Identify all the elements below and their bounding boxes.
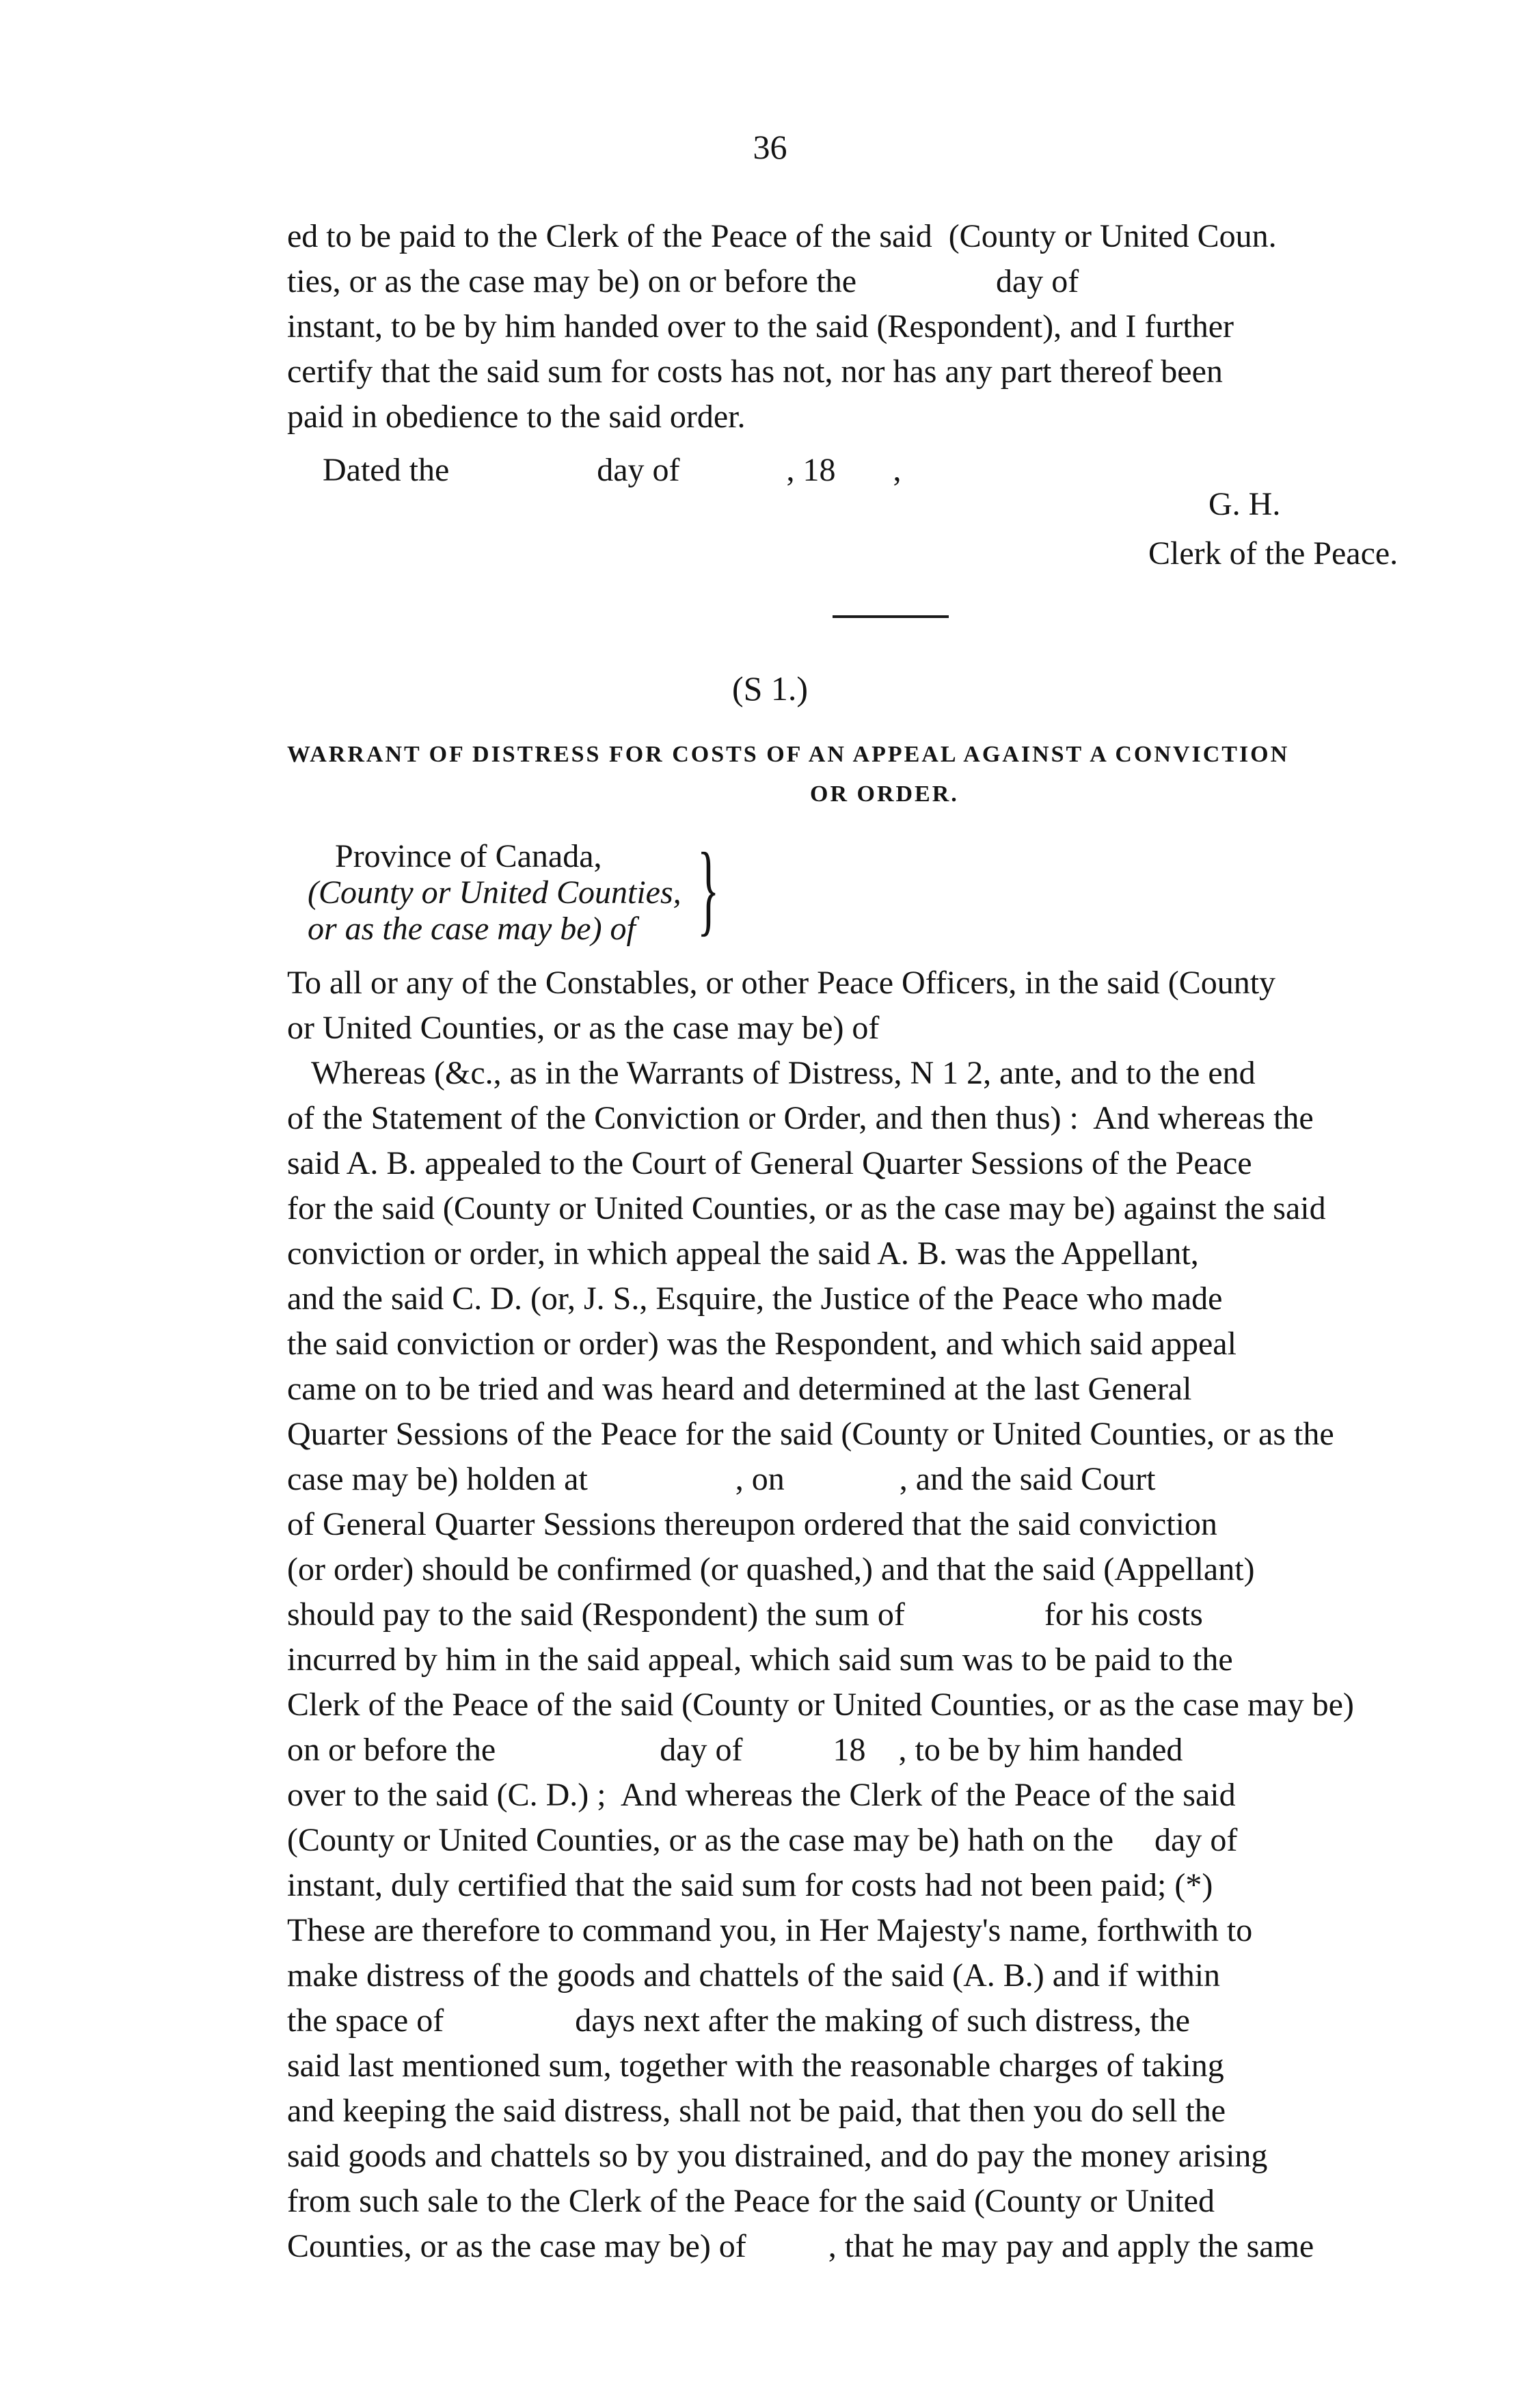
signature-title: Clerk of the Peace. <box>1148 535 1399 572</box>
text-line: conviction or order, in which appeal the said A. B. was the Appellant, <box>287 1235 1199 1272</box>
text-line: instant, duly certified that the said sum for costs had not been paid; (*) <box>287 1867 1213 1903</box>
text-line: incurred by him in the said appeal, which said sum was to be paid to the <box>287 1641 1233 1678</box>
text-line: said A. B. appealed to the Court of General Quarter Sessions of the Peace <box>287 1145 1252 1181</box>
text-line: the space of days next after the making of such distress, the <box>287 2002 1190 2039</box>
text-line: Whereas (&c., as in the Warrants of Distress, N 1 2, ante, and to the end <box>287 1055 1256 1091</box>
brace-glyph: } <box>697 832 720 945</box>
text-line: and the said C. D. (or, J. S., Esquire, the Justice of the Peace who made <box>287 1280 1223 1317</box>
dated-line: Dated the day of , 18 , <box>323 452 902 488</box>
text-line: Quarter Sessions of the Peace for the said (County or United Counties, or as the <box>287 1416 1334 1452</box>
text-line: (or order) should be confirmed (or quashed,) and that the said (Appellant) <box>287 1551 1255 1587</box>
text-line: over to the said (C. D.) ; And whereas the Clerk of the Peace of the said <box>287 1777 1236 1813</box>
text-line: of the Statement of the Conviction or Order, and then thus) : And whereas the <box>287 1100 1314 1136</box>
text-line: ed to be paid to the Clerk of the Peace of the said (County or United Coun. <box>287 218 1277 254</box>
text-line: These are therefore to command you, in Her Majesty's name, forthwith to <box>287 1912 1253 1948</box>
section-divider <box>833 615 949 618</box>
text-line: Clerk of the Peace of the said (County or United Counties, or as the case may be) <box>287 1687 1354 1723</box>
section-number: (S 1.) <box>731 669 809 708</box>
heading-line: WARRANT OF DISTRESS FOR COSTS OF AN APPEAL AGAINST A CONVICTION <box>287 742 1290 767</box>
signature: G. H. <box>1208 486 1281 522</box>
text-line: should pay to the said (Respondent) the sum of for his costs <box>287 1596 1203 1633</box>
text-line: ties, or as the case may be) on or before the day of <box>287 263 1079 299</box>
venue-line: or as the case may be) of <box>308 911 636 947</box>
text-line: and keeping the said distress, shall not be paid, that then you do sell the <box>287 2093 1226 2129</box>
text-line: instant, to be by him handed over to the said (Respondent), and I further <box>287 308 1234 345</box>
heading-line: OR ORDER. <box>810 781 959 807</box>
venue-line: (County or United Counties, <box>308 874 681 911</box>
page-number: 36 <box>753 128 787 166</box>
text-line: To all or any of the Constables, or other Peace Officers, in the said (County <box>287 965 1276 1001</box>
text-line: Counties, or as the case may be) of , that he may pay and apply the same <box>287 2228 1314 2264</box>
text-line: on or before the day of 18 , to be by him handed <box>287 1732 1183 1768</box>
text-line: for the said (County or United Counties, or as the case may be) against the said <box>287 1190 1326 1226</box>
text-line: make distress of the goods and chattels of the said (A. B.) and if within <box>287 1957 1221 1994</box>
text-line: (County or United Counties, or as the case may be) hath on the day of <box>287 1822 1238 1858</box>
text-line: came on to be tried and was heard and determined at the last General <box>287 1371 1192 1407</box>
text-line: case may be) holden at , on , and the said Court <box>287 1461 1156 1497</box>
text-line: the said conviction or order) was the Respondent, and which said appeal <box>287 1326 1237 1362</box>
text-line: certify that the said sum for costs has not, nor has any part thereof been <box>287 353 1223 390</box>
text-line: or United Counties, or as the case may be) of <box>287 1010 880 1046</box>
text-line: paid in obedience to the said order. <box>287 399 746 435</box>
text-line: from such sale to the Clerk of the Peace for the said (County or United <box>287 2183 1215 2219</box>
venue-line: Province of Canada, <box>335 838 602 874</box>
text-line: said goods and chattels so by you distrained, and do pay the money arising <box>287 2138 1268 2174</box>
text-line: of General Quarter Sessions thereupon ordered that the said conviction <box>287 1506 1217 1542</box>
text-line: said last mentioned sum, together with the reasonable charges of taking <box>287 2048 1224 2084</box>
